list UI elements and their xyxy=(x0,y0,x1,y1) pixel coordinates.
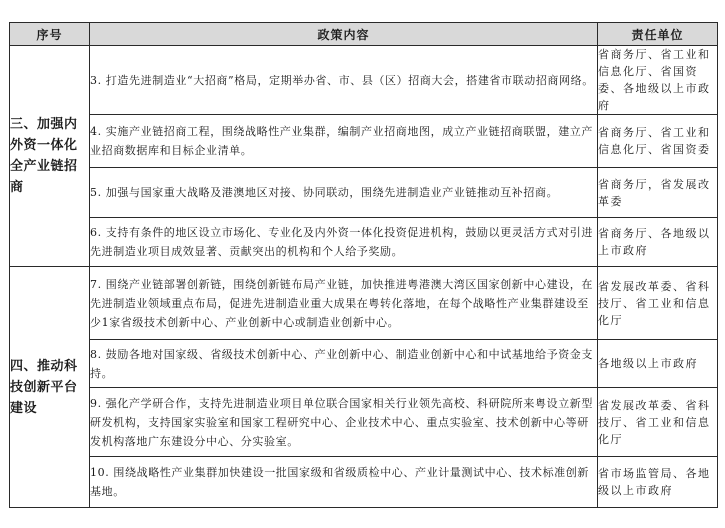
table-row xyxy=(10,115,718,168)
group-label-innovation: 四、推动科技创新平台建设 xyxy=(10,267,90,508)
table-header-row xyxy=(10,23,718,46)
policy-content: 6. 支持有条件的地区设立市场化、专业化及内外资一体化投资促进机构，鼓励以更灵活方式对引进先进制造业项目成效显著、贡献突出的机构和个人给予奖励。 xyxy=(90,218,598,267)
policy-content: 9. 强化产学研合作，支持先进制造业项目单位联合国家相关行业领先高校、科研院所来粤设立新型研发机构，支持国家实验室和国家工程研究中心、企业技术中心、重点实验室、技术创新中心等研发机构落地广东建设分中心、分实验室。 xyxy=(90,388,598,457)
policy-content: 7. 围绕产业链部署创新链，围绕创新链布局产业链，加快推进粤港澳大湾区国家创新中心建设，在先进制造业领域重点布局，促进先进制造业重大成果在粤转化落地，在每个战略性产业集群建设至少1家省级技术创新中心、产业创新中心或制造业创新中心。 xyxy=(90,267,598,340)
table-row xyxy=(10,388,718,457)
responsible-unit: 省发展改革委、省科技厅、省工业和信息化厅 xyxy=(598,388,718,457)
policy-content: 10. 围绕战略性产业集群加快建设一批国家级和省级质检中心、产业计量测试中心、技术标准创新基地。 xyxy=(90,457,598,508)
policy-content: 4. 实施产业链招商工程，围绕战略性产业集群，编制产业招商地图，成立产业链招商联盟，建立产业招商数据库和目标企业清单。 xyxy=(90,115,598,168)
responsible-unit: 省商务厅、省工业和信息化厅、省国资委、各地级以上市政府 xyxy=(598,46,718,115)
header-index: 序号 xyxy=(10,23,90,46)
table-row xyxy=(10,218,718,267)
table-row xyxy=(10,457,718,508)
policy-content: 5. 加强与国家重大战略及港澳地区对接、协同联动，围绕先进制造业产业链推动互补招商。 xyxy=(90,168,598,218)
table-row xyxy=(10,267,718,340)
table-row xyxy=(10,46,718,115)
table-row xyxy=(10,168,718,218)
responsible-unit: 省发展改革委、省科技厅、省工业和信息化厅 xyxy=(598,267,718,340)
group-label-investment: 三、加强内外资一体化全产业链招商 xyxy=(10,46,90,267)
policy-table xyxy=(9,22,718,508)
responsible-unit: 省商务厅，省发展改革委 xyxy=(598,168,718,218)
responsible-unit: 省商务厅、省工业和信息化厅、省国资委 xyxy=(598,115,718,168)
header-unit: 责任单位 xyxy=(598,23,718,46)
responsible-unit: 省商务厅、各地级以上市政府 xyxy=(598,218,718,267)
table-row xyxy=(10,340,718,388)
policy-content: 3. 打造先进制造业“大招商”格局，定期举办省、市、县（区）招商大会，搭建省市联动招商网络。 xyxy=(90,46,598,115)
header-content: 政策内容 xyxy=(90,23,598,46)
responsible-unit: 省市场监管局、各地级以上市政府 xyxy=(598,457,718,508)
responsible-unit: 各地级以上市政府 xyxy=(598,340,718,388)
policy-content: 8. 鼓励各地对国家级、省级技术创新中心、产业创新中心、制造业创新中心和中试基地给予资金支持。 xyxy=(90,340,598,388)
